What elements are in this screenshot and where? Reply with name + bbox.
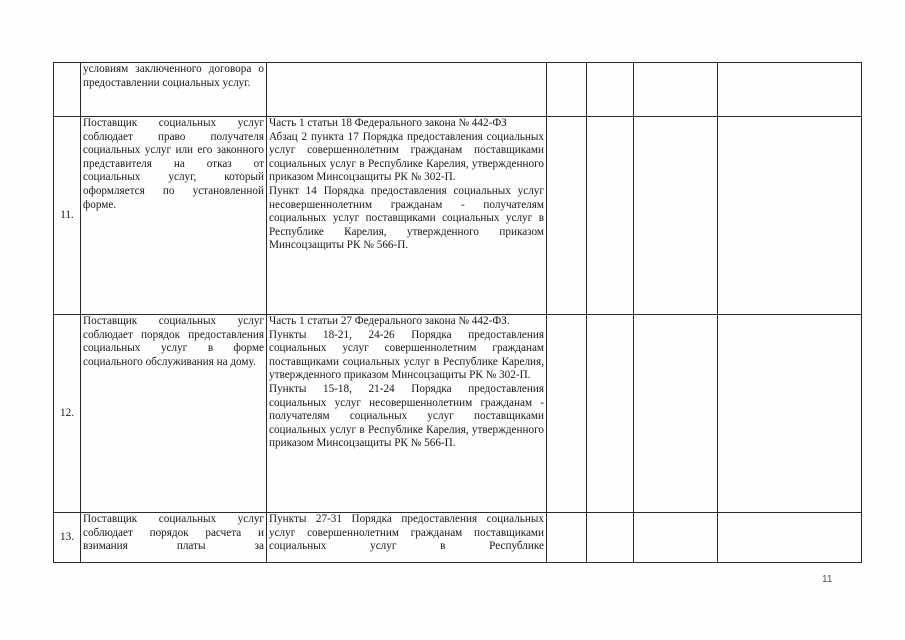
requirement-text: Поставщик социальных услуг соблюдает порядок предоставления социальных услуг в форме социального обслуживания на дому.: [83, 315, 264, 368]
requirement-text: Поставщик социальных услуг соблюдает порядок расчета и взимания платы за: [83, 513, 264, 553]
empty-cell: [634, 63, 718, 117]
empty-cell: [718, 315, 862, 513]
requirement-cell: [81, 63, 267, 117]
empty-cell: [587, 513, 634, 563]
basis-cell: [267, 117, 547, 315]
empty-cell: [547, 117, 587, 315]
basis-cell: [267, 63, 547, 117]
row-number: 11.: [54, 117, 81, 315]
basis-cell: [267, 513, 547, 563]
row-number: 13.: [54, 513, 81, 563]
table-row: [54, 63, 862, 117]
empty-cell: [587, 117, 634, 315]
basis-paragraph: Часть 1 статьи 18 Федерального закона № 442-ФЗ: [269, 117, 507, 129]
empty-cell: [718, 117, 862, 315]
basis-paragraph: Пункты 27-31 Порядка предоставления социальных услуг совершеннолетним гражданам поставщиками социальных услуг в Республике: [269, 513, 544, 553]
table-row: [54, 117, 862, 315]
requirement-cell: [81, 513, 267, 563]
empty-cell: [547, 513, 587, 563]
empty-cell: [634, 117, 718, 315]
requirement-text: Поставщик социальных услуг соблюдает право получателя социальных услуг или его законного представителя на отказ от социальных услуг, который оформляется по установленной форме.: [83, 117, 264, 211]
requirement-cell: [81, 117, 267, 315]
basis-paragraph: Пункты 18-21, 24-26 Порядка предоставления социальных услуг совершеннолетним гражданам поставщиками социальных услуг в Республике Карелия, утвержденного приказом Минсоцзащиты РК № 302-П.: [269, 328, 544, 382]
requirement-cell: [81, 315, 267, 513]
table-row: [54, 315, 862, 513]
basis-cell: [267, 315, 547, 513]
table-row: [54, 513, 862, 563]
basis-paragraph: Пункты 15-18, 21-24 Порядка предоставления социальных услуг несовершеннолетним гражданам - получателям социальных услуг поставщиками социальных услуг в Республике Карелия, утвержденного приказом Минсоцзащиты РК № 566-П.: [269, 382, 544, 450]
empty-cell: [587, 63, 634, 117]
empty-cell: [587, 315, 634, 513]
requirement-text: условиям заключенного договора о предоставлении социальных услуг.: [83, 63, 264, 89]
empty-cell: [718, 513, 862, 563]
checklist-table: [53, 62, 862, 563]
empty-cell: [634, 315, 718, 513]
empty-cell: [547, 315, 587, 513]
empty-cell: [634, 513, 718, 563]
row-number: 12.: [54, 315, 81, 513]
basis-paragraph: Пункт 14 Порядка предоставления социальных услуг несовершеннолетним гражданам - получателям социальных услуг поставщиками социальных услуг в Республике Карелия, утвержденного приказом Минсоцзащиты РК № 566-П.: [269, 184, 544, 252]
row-number: [54, 63, 81, 117]
page-number: 11: [822, 574, 833, 585]
basis-paragraph: Абзац 2 пункта 17 Порядка предоставления социальных услуг совершеннолетним гражданам поставщиками социальных услуг в Республике Карелия, утвержденного приказом Минсоцзащиты РК № 302-П.: [269, 130, 544, 184]
empty-cell: [547, 63, 587, 117]
empty-cell: [718, 63, 862, 117]
basis-paragraph: Часть 1 статьи 27 Федерального закона № 442-ФЗ.: [269, 315, 510, 327]
